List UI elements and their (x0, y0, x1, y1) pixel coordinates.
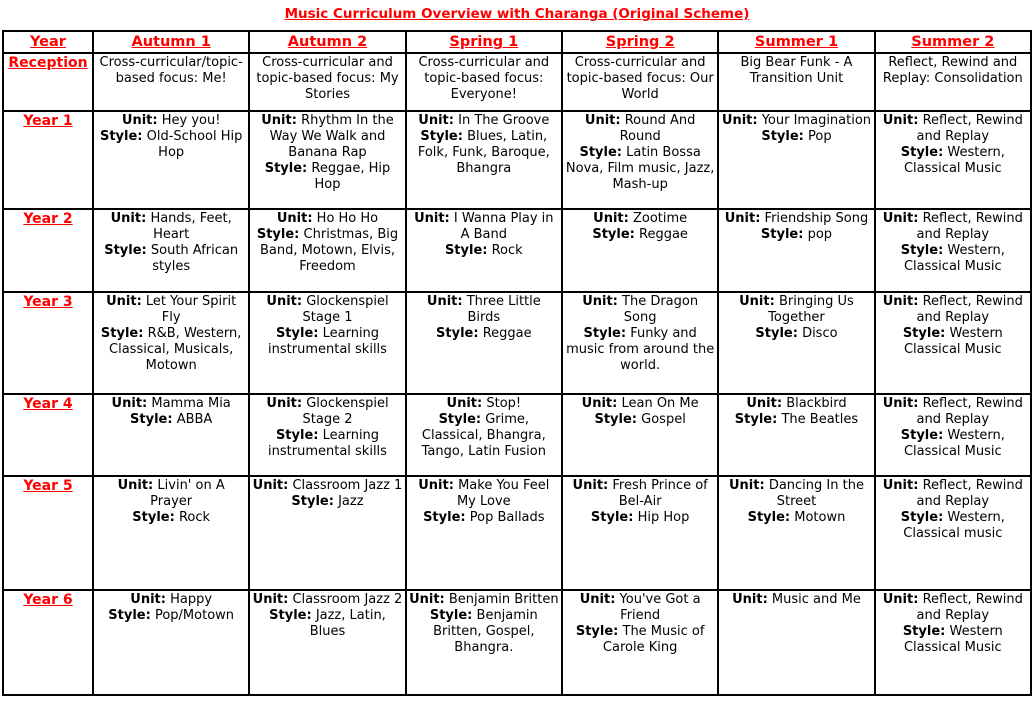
style-value: Pop/Motown (154, 608, 235, 623)
style-value: Christmas, Big Band, Motown, Elvis, Freedom (259, 227, 399, 274)
unit-line (565, 294, 715, 326)
header-spring-1: Spring 1 (406, 31, 562, 53)
cell-year-3-autumn-2 (249, 292, 405, 394)
unit-label: Unit: (121, 113, 158, 128)
style-line (565, 412, 715, 428)
style-value: The Beatles (781, 412, 859, 427)
style-line (878, 428, 1028, 460)
style-line (721, 510, 871, 526)
style-label: Style: (438, 412, 482, 427)
style-value: Rock (178, 510, 211, 525)
unit-label: Unit: (882, 113, 919, 128)
table-row-year-5 (3, 476, 1031, 590)
unit-line (409, 396, 559, 412)
page-title: Music Curriculum Overview with Charanga (Original Scheme) (284, 6, 750, 22)
cell-year-5-autumn-1 (93, 476, 249, 590)
unit-line (409, 113, 559, 129)
cell-year-2-summer-1 (718, 209, 874, 292)
style-value: Western, Classical Music (903, 145, 1005, 176)
cell-text: Big Bear Funk - A Transition Unit (740, 55, 853, 86)
unit-label: Unit: (882, 478, 919, 493)
style-value: Western Classical Music (903, 326, 1003, 357)
unit-value: Zootime (632, 211, 688, 226)
unit-value: Bringing Us Together (768, 294, 854, 325)
unit-line (252, 113, 402, 161)
style-label: Style: (583, 326, 627, 341)
header-summer-2: Summer 2 (875, 31, 1031, 53)
unit-line (96, 478, 246, 510)
style-line (878, 510, 1028, 542)
style-value: Learning instrumental skills (268, 428, 387, 459)
unit-label: Unit: (882, 294, 919, 309)
style-label: Style: (99, 129, 143, 144)
style-value: Benjamin Britten, Gospel, Bhangra. (433, 608, 538, 655)
style-value: Reggae (639, 227, 688, 242)
cell-text: Cross-curricular/topic-based focus: Me! (99, 55, 243, 86)
unit-line (409, 211, 559, 243)
cell-reception-summer-1 (718, 53, 874, 111)
unit-line (878, 113, 1028, 145)
row-label-year-2: Year 2 (3, 209, 93, 292)
style-line (409, 326, 559, 342)
style-line (878, 624, 1028, 656)
curriculum-table (2, 30, 1032, 696)
unit-value: Glockenspiel Stage 2 (302, 396, 389, 427)
style-label: Style: (902, 624, 946, 639)
style-value: Western, Classical Music (903, 243, 1005, 274)
style-label: Style: (269, 608, 312, 623)
style-label: Style: (420, 129, 463, 144)
style-line (565, 624, 715, 656)
unit-label: Unit: (582, 294, 618, 309)
style-line (878, 243, 1028, 275)
style-label: Style: (579, 145, 622, 160)
cell-year-3-spring-1 (406, 292, 562, 394)
style-value: Western Classical Music (903, 624, 1003, 655)
style-line (96, 412, 246, 428)
cell-reception-autumn-2 (249, 53, 405, 111)
style-line (721, 129, 871, 145)
row-label-year-4: Year 4 (3, 394, 93, 476)
style-value: R&B, Western, Classical, Musicals, Motown (109, 326, 242, 373)
style-value: Western, Classical music (903, 510, 1005, 541)
unit-label: Unit: (117, 478, 154, 493)
unit-line (409, 294, 559, 326)
table-row-year-3 (3, 292, 1031, 394)
unit-label: Unit: (266, 294, 303, 309)
style-line (409, 608, 559, 656)
unit-label: Unit: (581, 396, 618, 411)
style-value: Hip Hop (637, 510, 690, 525)
style-line (878, 145, 1028, 177)
unit-line (565, 396, 715, 412)
unit-value: Three Little Birds (466, 294, 541, 325)
unit-line (721, 396, 871, 412)
unit-label: Unit: (446, 396, 483, 411)
unit-value: Glockenspiel Stage 1 (302, 294, 389, 325)
table-row-year-1 (3, 111, 1031, 209)
unit-label: Unit: (739, 294, 775, 309)
header-spring-2: Spring 2 (562, 31, 718, 53)
unit-line (721, 294, 871, 326)
unit-value: Fresh Prince of Bel-Air (612, 478, 708, 509)
style-line (721, 412, 871, 428)
cell-text: Cross-curricular and topic-based focus: Our World (566, 55, 714, 102)
document-page (0, 6, 1034, 696)
style-line (96, 608, 246, 624)
style-value: Old-School Hip Hop (146, 129, 243, 160)
style-label: Style: (575, 624, 619, 639)
style-line (721, 227, 871, 243)
cell-year-1-summer-2 (875, 111, 1031, 209)
cell-year-4-spring-1 (406, 394, 562, 476)
cell-year-2-spring-1 (406, 209, 562, 292)
style-label: Style: (900, 428, 944, 443)
unit-line (252, 478, 402, 494)
unit-label: Unit: (724, 211, 761, 226)
style-line (252, 428, 402, 460)
style-label: Style: (423, 510, 466, 525)
style-label: Style: (747, 510, 791, 525)
style-line (252, 161, 402, 193)
unit-line (878, 592, 1028, 624)
unit-line (721, 478, 871, 510)
style-label: Style: (264, 161, 308, 176)
unit-value: Rhythm In the Way We Walk and Banana Rap (269, 113, 394, 160)
style-value: ABBA (176, 412, 213, 427)
cell-year-4-summer-2 (875, 394, 1031, 476)
unit-label: Unit: (882, 592, 919, 607)
unit-label: Unit: (252, 592, 289, 607)
unit-value: Hands, Feet, Heart (150, 211, 232, 242)
style-line (252, 227, 402, 275)
unit-label: Unit: (418, 478, 454, 493)
row-label-year-6: Year 6 (3, 590, 93, 695)
cell-year-2-summer-2 (875, 209, 1031, 292)
style-line (565, 510, 715, 526)
unit-line (565, 113, 715, 145)
unit-label: Unit: (882, 211, 919, 226)
style-value: Motown (794, 510, 846, 525)
table-row-year-2 (3, 209, 1031, 292)
style-line (409, 412, 559, 460)
style-label: Style: (900, 243, 944, 258)
cell-reception-summer-2 (875, 53, 1031, 111)
style-value: Funky and music from around the world. (566, 326, 715, 373)
style-label: Style: (291, 494, 334, 509)
style-label: Style: (900, 510, 944, 525)
style-value: The Music of Carole King (602, 624, 705, 655)
unit-line (409, 592, 559, 608)
unit-line (96, 211, 246, 243)
unit-line (878, 478, 1028, 510)
unit-line (878, 396, 1028, 428)
unit-label: Unit: (584, 113, 621, 128)
unit-label: Unit: (572, 478, 609, 493)
unit-value: Reflect, Rewind and Replay (916, 294, 1023, 325)
style-value: Reggae, Hip Hop (311, 161, 391, 192)
table-row-year-6 (3, 590, 1031, 695)
style-label: Style: (444, 243, 488, 258)
unit-line (96, 113, 246, 129)
style-label: Style: (436, 326, 479, 341)
table-body (3, 53, 1031, 695)
style-line (565, 326, 715, 374)
style-label: Style: (760, 227, 804, 242)
cell-year-6-autumn-1 (93, 590, 249, 695)
style-line (565, 227, 715, 243)
unit-line (878, 211, 1028, 243)
style-line (409, 510, 559, 526)
style-label: Style: (275, 326, 319, 341)
unit-label: Unit: (593, 211, 629, 226)
cell-year-1-autumn-2 (249, 111, 405, 209)
style-label: Style: (900, 145, 944, 160)
style-label: Style: (100, 326, 144, 341)
unit-value: In The Groove (458, 113, 550, 128)
unit-line (96, 592, 246, 608)
cell-year-4-spring-2 (562, 394, 718, 476)
row-label-year-5: Year 5 (3, 476, 93, 590)
unit-value: Blackbird (786, 396, 847, 411)
style-label: Style: (130, 412, 173, 427)
cell-reception-spring-1 (406, 53, 562, 111)
cell-year-5-autumn-2 (249, 476, 405, 590)
unit-value: Lean On Me (621, 396, 699, 411)
cell-reception-autumn-1 (93, 53, 249, 111)
row-label-reception: Reception (3, 53, 93, 111)
style-line (409, 129, 559, 177)
unit-value: Happy (170, 592, 213, 607)
unit-line (252, 396, 402, 428)
table-row-year-4 (3, 394, 1031, 476)
cell-year-6-spring-2 (562, 590, 718, 695)
unit-label: Unit: (732, 592, 768, 607)
header-autumn-1: Autumn 1 (93, 31, 249, 53)
style-label: Style: (132, 510, 175, 525)
style-line (96, 326, 246, 374)
unit-line (565, 592, 715, 624)
style-line (252, 494, 402, 510)
style-line (252, 326, 402, 358)
unit-value: Livin' on A Prayer (150, 478, 225, 509)
style-value: Gospel (641, 412, 686, 427)
style-label: Style: (594, 412, 637, 427)
unit-label: Unit: (252, 478, 289, 493)
style-line (96, 510, 246, 526)
header-row (3, 31, 1031, 53)
header-autumn-2: Autumn 2 (249, 31, 405, 53)
style-value: Grime, Classical, Bhangra, Tango, Latin Fusion (421, 412, 546, 459)
unit-line (565, 211, 715, 227)
style-label: Style: (592, 227, 635, 242)
unit-value: Classroom Jazz 1 (292, 478, 403, 493)
style-value: Jazz (338, 494, 364, 509)
unit-value: Reflect, Rewind and Replay (916, 592, 1023, 623)
table-row-reception (3, 53, 1031, 111)
cell-year-5-spring-1 (406, 476, 562, 590)
unit-value: Music and Me (771, 592, 861, 607)
unit-line (252, 294, 402, 326)
style-value: Learning instrumental skills (268, 326, 387, 357)
cell-text: Cross-curricular and topic-based focus: My Stories (256, 55, 399, 102)
style-label: Style: (590, 510, 634, 525)
style-label: Style: (275, 428, 319, 443)
cell-year-3-autumn-1 (93, 292, 249, 394)
cell-year-2-spring-2 (562, 209, 718, 292)
unit-value: I Wanna Play in A Band (453, 211, 554, 242)
cell-year-5-summer-2 (875, 476, 1031, 590)
header-summer-1: Summer 1 (718, 31, 874, 53)
unit-value: Your Imagination (761, 113, 872, 128)
style-line (96, 129, 246, 161)
style-value: Blues, Latin, Folk, Funk, Baroque, Bhangra (417, 129, 550, 176)
unit-line (96, 294, 246, 326)
unit-value: Reflect, Rewind and Replay (916, 478, 1023, 509)
unit-line (721, 211, 871, 227)
style-label: Style: (104, 243, 147, 258)
unit-line (409, 478, 559, 510)
unit-value: Reflect, Rewind and Replay (916, 113, 1023, 144)
unit-label: Unit: (409, 592, 445, 607)
unit-value: Friendship Song (764, 211, 869, 226)
unit-label: Unit: (728, 478, 765, 493)
unit-label: Unit: (414, 211, 450, 226)
unit-value: Mamma Mia (151, 396, 231, 411)
style-line (409, 243, 559, 259)
unit-value: Stop! (486, 396, 522, 411)
unit-label: Unit: (882, 396, 919, 411)
cell-year-2-autumn-1 (93, 209, 249, 292)
unit-label: Unit: (110, 211, 147, 226)
style-value: Pop (808, 129, 832, 144)
unit-line (565, 478, 715, 510)
cell-year-5-summer-1 (718, 476, 874, 590)
unit-value: The Dragon Song (622, 294, 699, 325)
style-label: Style: (256, 227, 300, 242)
style-value: Latin Bossa Nova, Film music, Jazz, Mash-up (565, 145, 715, 192)
unit-value: Dancing In the Street (768, 478, 864, 509)
unit-value: Classroom Jazz 2 (292, 592, 403, 607)
cell-year-6-summer-1 (718, 590, 874, 695)
unit-label: Unit: (261, 113, 297, 128)
cell-year-3-summer-2 (875, 292, 1031, 394)
unit-line (96, 396, 246, 412)
unit-value: Ho Ho Ho (316, 211, 379, 226)
style-line (252, 608, 402, 640)
unit-label: Unit: (106, 294, 142, 309)
unit-label: Unit: (721, 113, 758, 128)
style-label: Style: (761, 129, 804, 144)
cell-year-6-autumn-2 (249, 590, 405, 695)
unit-value: Reflect, Rewind and Replay (916, 211, 1023, 242)
row-label-year-1: Year 1 (3, 111, 93, 209)
unit-label: Unit: (426, 294, 463, 309)
unit-value: Benjamin Britten (448, 592, 559, 607)
unit-line (252, 211, 402, 227)
style-value: Western, Classical Music (903, 428, 1005, 459)
unit-label: Unit: (130, 592, 166, 607)
unit-value: Make You Feel My Love (456, 478, 550, 509)
cell-text: Reflect, Rewind and Replay: Consolidation (882, 55, 1023, 86)
style-value: Reggae (482, 326, 532, 341)
unit-label: Unit: (418, 113, 454, 128)
style-value: South African styles (150, 243, 239, 274)
cell-year-6-spring-1 (406, 590, 562, 695)
unit-label: Unit: (276, 211, 313, 226)
unit-label: Unit: (111, 396, 148, 411)
unit-value: Reflect, Rewind and Replay (916, 396, 1023, 427)
style-value: Disco (802, 326, 838, 341)
cell-year-1-spring-1 (406, 111, 562, 209)
style-label: Style: (755, 326, 798, 341)
style-label: Style: (108, 608, 151, 623)
style-label: Style: (429, 608, 473, 623)
style-value: Rock (491, 243, 523, 258)
cell-year-1-autumn-1 (93, 111, 249, 209)
cell-year-2-autumn-2 (249, 209, 405, 292)
style-value: pop (807, 227, 833, 242)
cell-year-6-summer-2 (875, 590, 1031, 695)
cell-year-4-summer-1 (718, 394, 874, 476)
unit-line (252, 592, 402, 608)
unit-label: Unit: (746, 396, 783, 411)
style-line (878, 326, 1028, 358)
unit-line (721, 592, 871, 608)
cell-reception-spring-2 (562, 53, 718, 111)
unit-label: Unit: (579, 592, 616, 607)
unit-line (721, 113, 871, 129)
unit-value: Round And Round (619, 113, 696, 144)
cell-year-1-spring-2 (562, 111, 718, 209)
cell-text: Cross-curricular and topic-based focus: Everyone! (418, 55, 550, 102)
unit-label: Unit: (266, 396, 303, 411)
unit-value: You've Got a Friend (619, 592, 701, 623)
table-header (3, 31, 1031, 53)
row-label-year-3: Year 3 (3, 292, 93, 394)
style-line (96, 243, 246, 275)
cell-year-5-spring-2 (562, 476, 718, 590)
unit-value: Let Your Spirit Fly (145, 294, 237, 325)
style-value: Pop Ballads (469, 510, 545, 525)
style-line (565, 145, 715, 193)
header-year: Year (3, 31, 93, 53)
style-value: Jazz, Latin, Blues (309, 608, 386, 639)
cell-year-3-summer-1 (718, 292, 874, 394)
cell-year-4-autumn-1 (93, 394, 249, 476)
unit-value: Hey you! (161, 113, 221, 128)
style-label: Style: (902, 326, 946, 341)
style-line (721, 326, 871, 342)
style-label: Style: (734, 412, 778, 427)
cell-year-4-autumn-2 (249, 394, 405, 476)
cell-year-3-spring-2 (562, 292, 718, 394)
unit-line (878, 294, 1028, 326)
cell-year-1-summer-1 (718, 111, 874, 209)
